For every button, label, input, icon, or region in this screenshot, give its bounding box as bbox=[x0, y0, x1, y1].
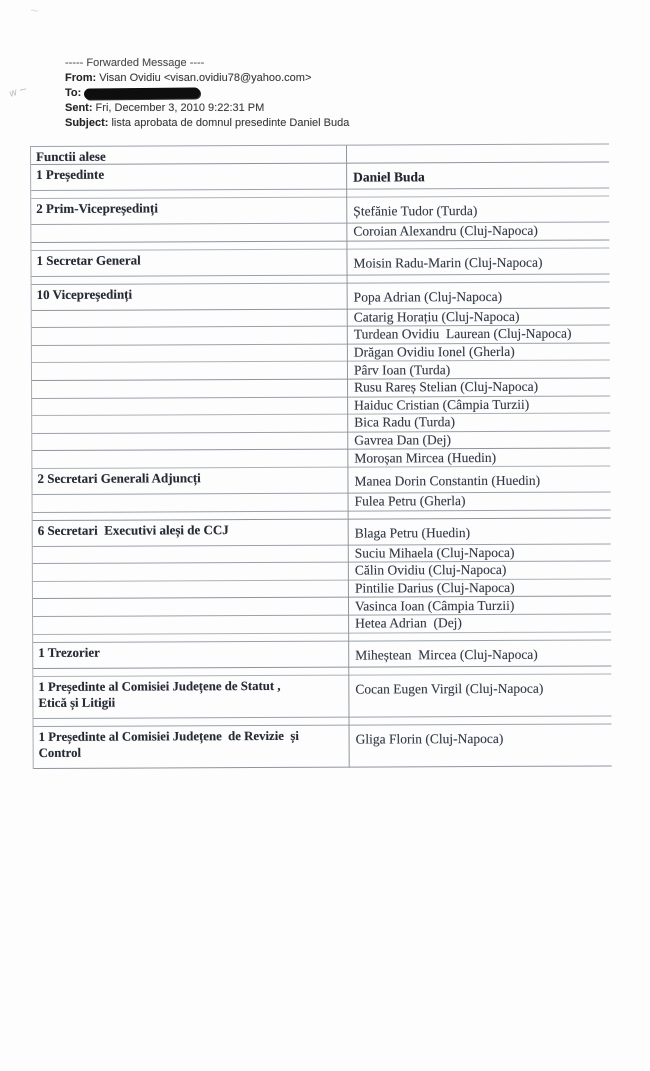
position-cell: 10 Vicepreședinți bbox=[36, 286, 133, 302]
email-header bbox=[65, 56, 349, 131]
roster-table bbox=[30, 143, 612, 768]
email-field-value: Visan Ovidiu <visan.ovidiu78@yahoo.com> bbox=[96, 72, 312, 84]
name-cell bbox=[346, 144, 609, 162]
name-cell: Turdean Ovidiu Laurean (Cluj-Napoca) bbox=[353, 326, 572, 343]
table-row bbox=[31, 196, 609, 225]
name-cell: Catarig Horațiu (Cluj-Napoca) bbox=[353, 308, 520, 325]
position-cell bbox=[32, 344, 347, 362]
table-rows bbox=[31, 144, 612, 768]
name-cell: Hetea Adrian (Dej) bbox=[355, 615, 462, 631]
email-fields bbox=[65, 71, 349, 131]
position-cell: Functii alese bbox=[36, 148, 106, 164]
name-cell: Drăgan Ovidiu Ionel (Gherla) bbox=[353, 343, 515, 360]
email-field-label: To: bbox=[65, 87, 82, 99]
position-cell bbox=[32, 362, 347, 380]
email-field-subject bbox=[65, 116, 349, 131]
position-cell bbox=[33, 580, 348, 598]
name-cell: Bica Radu (Turda) bbox=[354, 414, 455, 431]
name-cell: Cocan Eugen Virgil (Cluj-Napoca) bbox=[355, 680, 544, 697]
name-cell: Moisin Radu-Marin (Cluj-Napoca) bbox=[353, 254, 543, 271]
table-row bbox=[34, 724, 612, 769]
name-cell: Miheștean Mircea (Cluj-Napoca) bbox=[355, 646, 538, 663]
table-row bbox=[32, 466, 610, 495]
name-cell: Suciu Mihaela (Cluj-Napoca) bbox=[354, 544, 515, 561]
table-row bbox=[32, 282, 610, 311]
position-cell bbox=[33, 563, 348, 581]
position-cell bbox=[31, 224, 346, 242]
email-field-value: Fri, December 3, 2010 9:22:31 PM bbox=[92, 102, 265, 114]
name-cell: Călin Ovidiu (Cluj-Napoca) bbox=[354, 562, 507, 579]
table-row bbox=[33, 674, 611, 719]
position-cell bbox=[32, 309, 347, 327]
name-cell: Moroșan Mircea (Huedin) bbox=[354, 449, 497, 466]
scan-pencil-mark-top: ~ bbox=[29, 3, 41, 18]
table-row bbox=[33, 518, 611, 547]
name-cell: Ștefănie Tudor (Turda) bbox=[353, 203, 478, 219]
name-cell: Gliga Florin (Cluj-Napoca) bbox=[355, 730, 504, 747]
position-cell bbox=[32, 450, 347, 468]
position-cell: 1 Președinte al Comisiei Județene de Statut , Etică și Litigii bbox=[38, 678, 281, 710]
table-row bbox=[31, 162, 609, 191]
name-cell: Daniel Buda bbox=[353, 169, 425, 185]
name-cell: Pintilie Darius (Cluj-Napoca) bbox=[354, 579, 515, 596]
email-field-label: Subject: bbox=[65, 117, 109, 129]
email-field-value: lista aprobata de domnul presedinte Daniel Buda bbox=[108, 117, 350, 129]
table-row bbox=[31, 248, 609, 277]
position-cell bbox=[33, 598, 348, 616]
name-cell: Fulea Petru (Gherla) bbox=[354, 493, 466, 509]
name-cell: Coroian Alexandru (Cluj-Napoca) bbox=[353, 223, 538, 239]
forwarded-message-label: ----- Forwarded Message ---- bbox=[65, 57, 205, 69]
position-cell bbox=[32, 432, 347, 450]
name-cell: Gavrea Dan (Dej) bbox=[354, 432, 452, 448]
position-cell bbox=[33, 616, 348, 634]
position-cell: 6 Secretari Executivi aleși de CCJ bbox=[37, 521, 229, 538]
name-cell: Blaga Petru (Huedin) bbox=[354, 524, 471, 541]
name-cell: Popa Adrian (Cluj-Napoca) bbox=[353, 288, 503, 305]
name-cell: Vasinca Ioan (Câmpia Turzii) bbox=[354, 597, 515, 614]
position-cell bbox=[32, 415, 347, 433]
position-cell bbox=[33, 494, 348, 512]
position-cell: 2 Secretari Generali Adjuncți bbox=[37, 470, 201, 486]
position-cell bbox=[32, 397, 347, 415]
email-field-label: Sent: bbox=[65, 102, 93, 114]
email-field-label: From: bbox=[65, 72, 97, 84]
scan-pencil-mark-left: w~ bbox=[7, 83, 31, 100]
position-cell: 1 Președinte al Comisiei Județene de Revizie și Control bbox=[38, 728, 299, 760]
name-cell: Pârv Ioan (Turda) bbox=[353, 361, 451, 378]
email-field-to bbox=[65, 86, 349, 101]
position-cell bbox=[32, 380, 347, 398]
redaction-bar bbox=[84, 87, 200, 99]
name-cell: Rusu Rareș Stelian (Cluj-Napoca) bbox=[354, 379, 539, 395]
position-cell: 1 Președinte bbox=[36, 166, 105, 182]
position-cell: 1 Secretar General bbox=[36, 252, 141, 268]
position-cell bbox=[33, 545, 348, 563]
position-cell bbox=[32, 327, 347, 345]
table-row bbox=[33, 640, 611, 669]
email-field-from bbox=[65, 71, 349, 86]
position-cell: 2 Prim-Vicepreședinți bbox=[36, 200, 158, 216]
name-cell: Manea Dorin Constantin (Huedin) bbox=[354, 472, 541, 489]
email-field-sent bbox=[65, 101, 349, 116]
position-cell: 1 Trezorier bbox=[38, 644, 100, 660]
name-cell: Haiduc Cristian (Câmpia Turzii) bbox=[354, 396, 530, 413]
